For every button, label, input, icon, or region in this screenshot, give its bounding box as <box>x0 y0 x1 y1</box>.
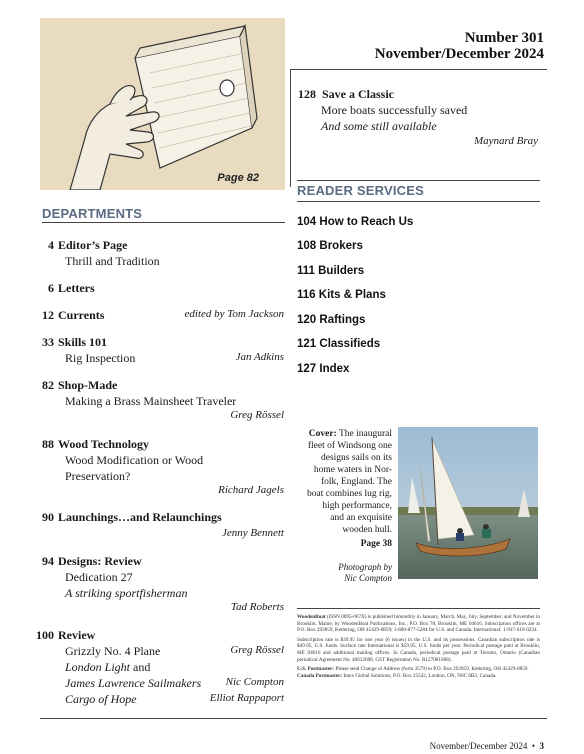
department-item-currents[interactable]: 12 Currents <box>42 308 105 322</box>
currents-credit: edited by Tom Jackson <box>184 308 284 320</box>
sailboat-photo <box>398 427 538 579</box>
launchings-author: Jenny Bennett <box>222 527 284 539</box>
department-item-letters[interactable]: 6 Letters <box>48 281 95 295</box>
reader-service-item[interactable]: 116 Kits & Plans <box>297 289 386 301</box>
feature-number: 128 <box>298 87 316 101</box>
cover-caption: Cover: The inaugural fleet of Windsong one designs sails on its home waters in Nor- folk, England. The boat combines lug rig, high performance, and an exquisite wooden hull. Page 38 Photograph by Nic Compton <box>290 428 392 584</box>
cover-page-ref: Page 38 <box>360 539 392 549</box>
cover-illustration <box>40 18 285 190</box>
hand-holding-wood-illustration <box>40 18 285 190</box>
departments-heading: DEPARTMENTS <box>42 206 143 221</box>
reader-service-item[interactable]: 108 Brokers <box>297 240 363 252</box>
cover-label: Cover: <box>308 429 337 439</box>
page-footer <box>430 741 544 751</box>
reader-service-item[interactable]: 120 Raftings <box>297 314 366 326</box>
bottom-rule <box>40 718 547 719</box>
review-author-2: Nic Compton <box>225 676 284 688</box>
feature-title: Save a Classic <box>322 87 394 101</box>
department-item-review[interactable]: 100 Review Grizzly No. 4 Plane London Light and James Lawrence Sailmakers Cargo of Hope <box>36 628 202 706</box>
skills-author: Jan Adkins <box>235 351 284 363</box>
feature-entry[interactable] <box>298 86 467 134</box>
reader-service-item[interactable]: 127 Index <box>297 363 350 375</box>
shop-made-author: Greg Rössel <box>230 409 284 421</box>
issue-date: November/December 2024 <box>374 46 544 62</box>
feature-subtitle: More boats successfully saved <box>321 103 468 117</box>
cover-photo <box>398 427 538 579</box>
masthead-rule <box>297 608 540 609</box>
reader-service-item[interactable]: 104 How to Reach Us <box>297 216 414 228</box>
wood-technology-author: Richard Jagels <box>218 484 284 496</box>
feature-rule-vertical <box>290 69 291 187</box>
designs-review-author: Tad Roberts <box>230 601 284 613</box>
reader-services-heading: READER SERVICES <box>297 183 425 198</box>
footer-bullet: • <box>531 741 535 751</box>
department-item-designs-review[interactable]: 94 Designs: Review Dedication 27 A striking sportfisherman <box>42 554 188 600</box>
feature-tagline: And some still available <box>321 119 437 133</box>
issue-number: Number 301 <box>464 30 544 46</box>
issue-rule <box>290 69 547 70</box>
reader-service-item[interactable]: 121 Classifieds <box>297 338 381 350</box>
department-item-editors-page[interactable]: 4 Editor’s Page Thrill and Tradition <box>48 238 160 268</box>
footer-issue: November/December 2024 <box>429 741 528 751</box>
cover-credit-1: Photograph by <box>338 562 392 572</box>
illustration-caption: Page 82 <box>217 172 259 184</box>
reader-services-rule-bottom <box>297 201 540 202</box>
department-item-wood-technology[interactable]: 88 Wood Technology Wood Modification or Wood Preservation? <box>42 437 204 483</box>
department-item-shop-made[interactable]: 82 Shop-Made Making a Brass Mainsheet Traveler <box>42 378 237 408</box>
department-item-skills[interactable]: 33 Skills 101 Rig Inspection <box>42 335 136 365</box>
cover-credit-2: Nic Compton <box>344 573 392 583</box>
page-number: 3 <box>539 741 544 751</box>
department-item-launchings[interactable]: 90 Launchings…and Relaunchings <box>42 510 222 524</box>
feature-author: Maynard Bray <box>473 135 538 147</box>
reader-service-item[interactable]: 111 Builders <box>297 265 365 277</box>
departments-rule <box>42 222 285 223</box>
masthead-text: WoodenBoat (ISSN 0095-067X) is published bimonthly in January, March, May, July, September, and November in Brooklin, Maine, by WoodenBoat Publications, Inc., P.O. Box 78, Brooklin, ME 04616. Subscription offices are at P.O. Box 292859, Kettering, OH 45429-0859; 1-800-877-5284 for U.S. and Canada. International: 1-937-610-0234. Subscription rate is $39.95 for one year (6 issues) in the U.S. and its possessions. Canadian subscription rate is $49.95, U.S. funds. Surface rate International is $59.95, U.S. funds per year. Periodical postage paid at Brooklin, ME 04616 and additional mailing offices. In Canada, periodical postage paid at Toronto, Ontario (Canadian periodical Agreement No. 40612608, GST Registration No. R127081008). U.S. Postmaster: Please send Change of Address (form 3579) to P.O. Box 292859, Kettering, OH 45429-0859. Canada Postmaster: Imex Global Solutions, P.O. Box 25542, London, ON, N6C 6B2, Canada. <box>297 614 540 679</box>
reader-services-rule <box>297 180 540 181</box>
review-author-1: Greg Rössel <box>230 644 284 656</box>
review-author-3: Elliot Rappaport <box>209 692 284 704</box>
